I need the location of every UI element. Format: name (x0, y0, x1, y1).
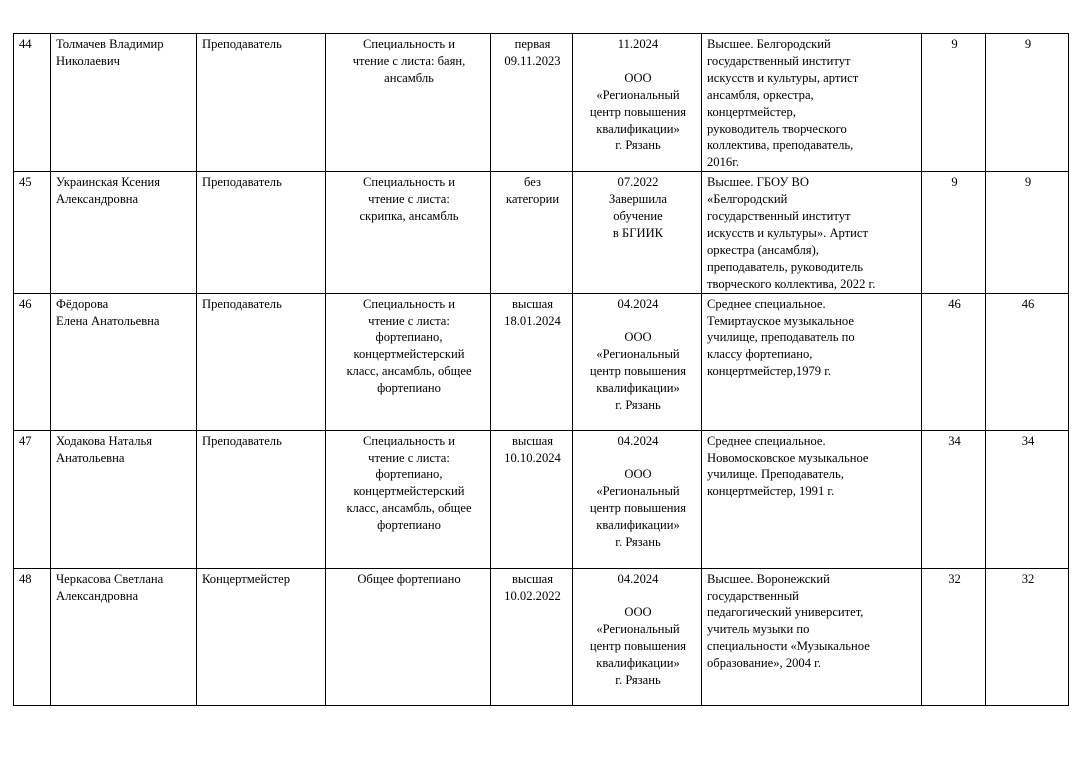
cell-line: центр повышения (589, 501, 687, 516)
cell-line: 2016г. (707, 155, 740, 170)
cell-text: 9 (951, 37, 958, 51)
cell-subjects (326, 172, 491, 293)
cell-line: специальности «Музыкальное (707, 639, 870, 654)
cell-text: Преподаватель (202, 175, 282, 190)
cell-line: Александровна (56, 192, 139, 207)
cell-line: Среднее специальное. (707, 433, 826, 448)
cell-line: высшая (511, 433, 554, 448)
cell-line: чтение с листа: баян, (352, 53, 466, 68)
cell-education (702, 568, 922, 705)
cell-line (578, 588, 698, 605)
cell-line: ансамбля, оркестра, (707, 87, 814, 102)
cell-line: Специальность и (362, 296, 455, 311)
cell-training (573, 172, 702, 293)
cell-line: государственный институт (707, 209, 851, 224)
cell-subjects (326, 34, 491, 172)
cell-number (14, 34, 51, 172)
cell-experience-total (922, 568, 986, 705)
cell-number (14, 293, 51, 430)
cell-full-name (51, 172, 197, 293)
cell-line: концертмейстерский (353, 347, 465, 362)
cell-text: 32 (1021, 571, 1035, 586)
cell-number (14, 430, 51, 568)
cell-line: г. Рязань (615, 673, 661, 688)
cell-line: оркестра (ансамбля), (707, 242, 819, 257)
cell-text: 34 (1021, 433, 1035, 448)
cell-text: 47 (19, 433, 32, 448)
cell-line: фортепиано, (375, 330, 443, 345)
cell-line: квалификации» (596, 518, 680, 533)
cell-line: скрипка, ансамбль (359, 209, 459, 224)
cell-line: Специальность и (362, 37, 455, 51)
cell-line: Среднее специальное. (707, 296, 826, 311)
cell-line: в БГИИК (612, 225, 664, 240)
cell-line: государственный (707, 588, 799, 603)
cell-line: ООО (624, 605, 652, 620)
cell-education (702, 430, 922, 568)
cell-line: Темиртауское музыкальное (707, 313, 854, 328)
cell-line: Высшее. Белгородский (707, 37, 831, 51)
table-row (14, 293, 1069, 430)
cell-line: квалификации» (596, 121, 680, 136)
cell-line: чтение с листа: (368, 313, 450, 328)
cell-text: 48 (19, 571, 32, 586)
cell-line: руководитель творческого (707, 121, 847, 136)
cell-subjects (326, 293, 491, 430)
cell-line (578, 450, 698, 467)
cell-full-name (51, 430, 197, 568)
cell-training (573, 568, 702, 705)
table-row (14, 568, 1069, 705)
cell-text: Преподаватель (202, 296, 282, 311)
cell-category (491, 568, 573, 705)
cell-text: Преподаватель (202, 433, 282, 448)
cell-line: фортепиано (377, 381, 441, 396)
cell-line: Новомосковское музыкальное (707, 450, 869, 465)
cell-text: 46 (948, 296, 961, 311)
cell-line: 10.02.2022 (504, 588, 561, 603)
cell-line: училище. Преподаватель, (707, 467, 844, 482)
cell-category (491, 172, 573, 293)
cell-training (573, 293, 702, 430)
cell-line: ООО (624, 330, 652, 345)
cell-experience-specialty (986, 568, 1069, 705)
cell-line: Специальность и (362, 433, 455, 448)
cell-number (14, 568, 51, 705)
cell-line: квалификации» (596, 381, 680, 396)
cell-line: высшая (511, 296, 554, 311)
cell-line: Высшее. Воронежский (707, 571, 830, 586)
cell-line: г. Рязань (615, 398, 661, 413)
cell-position (197, 293, 326, 430)
cell-line: чтение с листа: (368, 450, 450, 465)
cell-line: центр повышения (589, 364, 687, 379)
cell-line: образование», 2004 г. (707, 656, 822, 671)
cell-position (197, 430, 326, 568)
cell-line: Фёдорова (56, 296, 109, 311)
table-row (14, 34, 1069, 172)
cell-line: творческого коллектива, 2022 г. (707, 276, 876, 291)
cell-line: г. Рязань (615, 138, 661, 153)
cell-line: Украинская Ксения (56, 175, 161, 190)
cell-line: 18.01.2024 (504, 313, 561, 328)
cell-line: концертмейстер,1979 г. (707, 364, 832, 379)
cell-line: Завершила (609, 192, 667, 207)
cell-line: «Белгородский (707, 192, 788, 207)
cell-text: Концертмейстер (202, 571, 291, 586)
cell-line: без (524, 175, 541, 190)
cell-line: искусств и культуры». Артист (707, 225, 869, 240)
cell-line: преподаватель, руководитель (707, 259, 864, 274)
cell-line: Черкасова Светлана (56, 571, 164, 586)
cell-text: 45 (19, 175, 32, 190)
cell-experience-total (922, 430, 986, 568)
cell-line: 04.2024 (617, 571, 659, 586)
cell-training (573, 34, 702, 172)
cell-text: 9 (1024, 37, 1032, 51)
staff-table (13, 33, 1069, 706)
table-row (14, 172, 1069, 293)
cell-line: категории (505, 192, 560, 207)
cell-line: Толмачев Владимир (56, 37, 164, 51)
cell-experience-total (922, 293, 986, 430)
cell-experience-specialty (986, 34, 1069, 172)
cell-line: фортепиано, (375, 467, 443, 482)
cell-education (702, 293, 922, 430)
cell-line: обучение (613, 209, 663, 224)
cell-line: «Региональный (596, 347, 680, 362)
cell-line: ансамбль (384, 70, 434, 85)
cell-line: г. Рязань (615, 535, 661, 550)
cell-line: Николаевич (56, 53, 120, 68)
cell-line: педагогический университет, (707, 605, 864, 620)
cell-text: 9 (1024, 175, 1032, 190)
cell-line: 07.2022 (617, 175, 659, 190)
cell-line: коллектива, преподаватель, (707, 138, 854, 153)
cell-line: Высшее. ГБОУ ВО (707, 175, 809, 190)
cell-line: 10.10.2024 (504, 450, 561, 465)
cell-category (491, 34, 573, 172)
cell-experience-specialty (986, 430, 1069, 568)
cell-experience-total (922, 34, 986, 172)
cell-line: «Региональный (596, 87, 680, 102)
cell-line: концертмейстер, (707, 104, 796, 119)
cell-category (491, 430, 573, 568)
cell-line: «Региональный (596, 622, 680, 637)
cell-text: 34 (948, 433, 961, 448)
cell-line: Ходакова Наталья (56, 433, 153, 448)
cell-line: учитель музыки по (707, 622, 810, 637)
cell-line (578, 313, 698, 330)
cell-subjects (326, 430, 491, 568)
cell-position (197, 568, 326, 705)
cell-line: класс, ансамбль, общее (346, 501, 472, 516)
cell-training (573, 430, 702, 568)
cell-text: 9 (951, 175, 958, 190)
cell-line: училище, преподаватель по (707, 330, 855, 345)
cell-full-name (51, 34, 197, 172)
cell-line: Общее фортепиано (357, 571, 461, 586)
cell-line: первая (514, 37, 551, 51)
cell-number (14, 172, 51, 293)
cell-line: Александровна (56, 588, 139, 603)
cell-line: 04.2024 (617, 433, 659, 448)
cell-line: государственный институт (707, 53, 851, 68)
cell-full-name (51, 568, 197, 705)
cell-line: концертмейстерский (353, 484, 465, 499)
cell-subjects (326, 568, 491, 705)
cell-line: класс, ансамбль, общее (346, 364, 472, 379)
cell-text: 46 (1021, 296, 1035, 311)
cell-line: чтение с листа: (368, 192, 450, 207)
cell-line: центр повышения (589, 104, 687, 119)
cell-category (491, 293, 573, 430)
cell-line: фортепиано (377, 518, 441, 533)
cell-line: «Региональный (596, 484, 680, 499)
cell-line: искусств и культуры, артист (707, 70, 859, 85)
cell-line: концертмейстер, 1991 г. (707, 484, 835, 499)
cell-line: Специальность и (362, 175, 455, 190)
cell-text: 46 (19, 296, 32, 311)
cell-line: Елена Анатольевна (56, 313, 160, 328)
cell-text: 32 (948, 571, 961, 586)
cell-line: 04.2024 (617, 296, 659, 311)
cell-text: 44 (19, 37, 32, 51)
cell-line: высшая (511, 571, 554, 586)
table-row (14, 430, 1069, 568)
cell-full-name (51, 293, 197, 430)
table-body (14, 34, 1069, 706)
cell-line: квалификации» (596, 656, 680, 671)
cell-experience-specialty (986, 172, 1069, 293)
cell-line (578, 53, 698, 70)
cell-line: классу фортепиано, (707, 347, 813, 362)
cell-position (197, 34, 326, 172)
cell-line: центр повышения (589, 639, 687, 654)
cell-education (702, 172, 922, 293)
cell-line: ООО (624, 70, 652, 85)
cell-experience-specialty (986, 293, 1069, 430)
cell-line: ООО (624, 467, 652, 482)
cell-text: Преподаватель (202, 37, 282, 51)
cell-education (702, 34, 922, 172)
cell-experience-total (922, 172, 986, 293)
cell-line: 11.2024 (617, 37, 659, 51)
cell-line: 09.11.2023 (504, 53, 561, 68)
cell-line: Анатольевна (56, 450, 125, 465)
cell-position (197, 172, 326, 293)
